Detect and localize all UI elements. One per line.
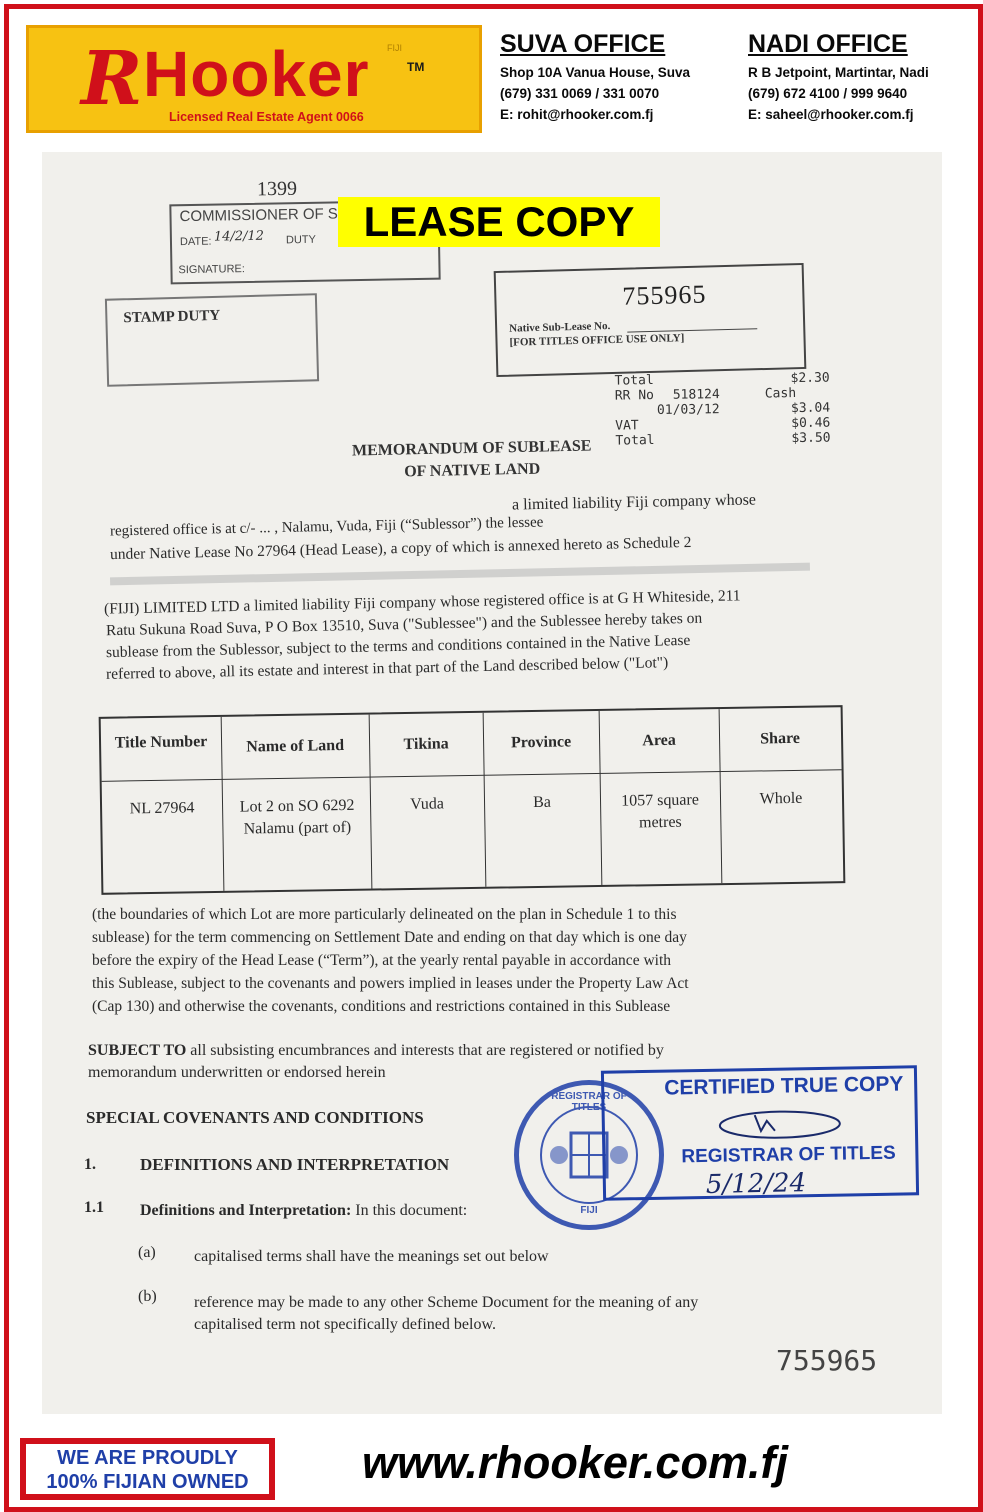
sublessor-line-3: under Native Lease No 27964 (Head Lease), a copy of which is annexed hereto as Schedule 2 <box>109 533 692 564</box>
section-1-1-number: 1.1 <box>84 1199 104 1216</box>
cell-area: 1057 square metres <box>621 791 700 832</box>
term-line-2: sublease) for the term commencing on Settlement Date and ending on that day which is one day <box>92 929 687 946</box>
cell-title-number: NL 27964 <box>129 799 195 818</box>
office-heading: SUVA OFFICE <box>500 30 666 58</box>
header-province: Province <box>510 733 572 752</box>
sublessor-line-1: a limited liability Fiji company whose <box>511 491 757 514</box>
receipt-grand-total-value: $3.50 <box>791 430 831 447</box>
brand-region: FIJI <box>387 43 402 53</box>
seal-top-text: REGISTRAR OF TITLES <box>551 1091 627 1113</box>
suva-office <box>500 30 690 125</box>
badge-line-2: 100% FIJIAN OWNED <box>46 1471 249 1493</box>
cell-tikina: Vuda <box>410 795 445 813</box>
sublessee-line-4: referred to above, all its estate and interest in that part of the Land described below ("Lot") <box>105 654 669 683</box>
item-b-line-1: reference may be made to any other Scheme Document for the meaning of any <box>194 1294 699 1311</box>
receipt-vat-label: VAT <box>615 418 639 434</box>
term-line-1: (the boundaries of which Lot are more particularly delineated on the plan in Schedule 1 to this <box>92 906 677 923</box>
lease-copy-banner: LEASE COPY <box>338 197 660 247</box>
term-line-3: before the expiry of the Head Lease (“Term”), at the yearly rental payable in accordance with <box>92 952 672 969</box>
date-label: DATE: <box>179 235 212 249</box>
subject-to-line-2: memorandum underwritten or endorsed herein <box>88 1064 386 1081</box>
sublessee-line-2: Ratu Sukuna Road Suva, P O Box 13510, Suva ("Sublessee") and the Sublessee hereby takes on <box>105 609 703 640</box>
lease-document-scan <box>42 152 942 1414</box>
website-link[interactable]: www.rhooker.com.fj <box>362 1437 788 1488</box>
header-area: Area <box>642 731 676 750</box>
header-share: Share <box>760 729 801 748</box>
sublease-note: [FOR TITLES OFFICE USE ONLY] <box>509 332 685 349</box>
brand-tagline: Licensed Real Estate Agent 0066 <box>169 110 364 124</box>
subject-to-line-1 <box>88 1040 664 1062</box>
subject-to-text: all subsisting encumbrances and interests that are registered or notified by <box>190 1042 664 1059</box>
section-1-1-text: In this document: <box>355 1202 468 1219</box>
badge-line-1: WE ARE PROUDLY <box>57 1447 238 1469</box>
receipt-method: Cash <box>764 386 797 402</box>
item-a-label: (a) <box>138 1244 156 1261</box>
stamp-duty-label: STAMP DUTY <box>123 307 221 327</box>
section-1-1-title: Definitions and Interpretation: <box>140 1202 352 1219</box>
commissioner-title: COMMISSIONER OF S <box>179 205 339 226</box>
memorandum-title <box>312 435 633 486</box>
receipt-total-value: $2.30 <box>790 370 830 387</box>
brand-mark: R <box>81 36 143 122</box>
section-1-1 <box>140 1200 467 1222</box>
cell-name-of-land: Lot 2 on SO 6292 Nalamu (part of) <box>239 796 355 838</box>
seal-bottom-text: FIJI <box>580 1205 598 1216</box>
cell-province: Ba <box>533 793 552 812</box>
date-value: 14/2/12 <box>213 228 265 245</box>
stamp-number: 1399 <box>256 177 298 201</box>
certified-true-copy-stamp <box>601 1065 919 1200</box>
item-b-line-2: capitalised term not specifically defined below. <box>194 1316 496 1333</box>
section-1-number: 1. <box>84 1156 96 1173</box>
receipt-total-label: Total <box>614 373 654 389</box>
redaction-bar <box>110 563 810 586</box>
office-heading: NADI OFFICE <box>748 30 908 58</box>
trademark: TM <box>407 60 425 74</box>
signature-icon <box>714 1102 845 1144</box>
fijian-owned-badge <box>20 1438 275 1500</box>
footer-sublease-number: 755965 <box>776 1344 878 1377</box>
section-1-title: DEFINITIONS AND INTERPRETATION <box>140 1155 450 1174</box>
sublessee-line-3: sublease from the Sublessor, subject to the terms and conditions contained in the Native Lease <box>105 631 691 662</box>
office-email[interactable]: E: rohit@rhooker.com.fj <box>500 107 654 122</box>
brand-logo[interactable] <box>26 25 482 133</box>
receipt <box>614 370 843 448</box>
header-title-number: Title Number <box>114 733 208 752</box>
office-email[interactable]: E: saheel@rhooker.com.fj <box>748 107 914 122</box>
sublessee-line-1: (FIJI) LIMITED LTD a limited liability Fiji company whose registered office is at G H Whiteside, 211 <box>103 587 741 618</box>
land-table <box>99 705 846 895</box>
receipt-vat-value: $0.46 <box>791 415 831 432</box>
sublessor-line-2: registered office is at c/- ... , Nalamu, Vuda, Fiji (“Sublessor”) the lessee <box>109 514 544 540</box>
office-phone[interactable]: (679) 672 4100 / 999 9640 <box>748 86 908 101</box>
receipt-rr-label: RR No <box>614 388 655 404</box>
certified-date: 5/12/24 <box>705 1168 807 1200</box>
receipt-grand-total-label: Total <box>615 433 655 449</box>
special-covenants-heading: SPECIAL COVENANTS AND CONDITIONS <box>86 1108 424 1127</box>
brand-name: Hooker <box>143 38 370 110</box>
title-line: OF NATIVE LAND <box>404 460 541 481</box>
certified-heading: CERTIFIED TRUE COPY <box>664 1072 904 1100</box>
office-address: R B Jetpoint, Martintar, Nadi <box>748 65 929 80</box>
duty-label: DUTY <box>285 233 317 247</box>
subject-to-lead: SUBJECT TO <box>88 1042 187 1059</box>
sublease-label: Native Sub-Lease No. <box>509 320 611 335</box>
term-line-4: this Sublease, subject to the covenants and powers implied in leases under the Property Law Act <box>92 975 689 992</box>
registrar-label: REGISTRAR OF TITLES <box>681 1142 896 1168</box>
sublease-number-box <box>494 263 807 377</box>
header-name-of-land: Name of Land <box>246 737 345 756</box>
header-tikina: Tikina <box>403 735 449 754</box>
item-a-text: capitalised terms shall have the meanings set out below <box>194 1248 549 1265</box>
office-address: Shop 10A Vanua House, Suva <box>500 65 691 80</box>
nadi-office <box>748 30 929 125</box>
receipt-date: 01/03/12 <box>656 402 720 419</box>
term-line-5: (Cap 130) and otherwise the covenants, conditions and restrictions contained in this Sublease <box>92 998 671 1015</box>
sublease-number: 755965 <box>621 279 707 311</box>
office-phone[interactable]: (679) 331 0069 / 331 0070 <box>500 86 660 101</box>
cell-share: Whole <box>759 789 803 808</box>
item-b-label: (b) <box>138 1288 157 1305</box>
receipt-rr-number: 518124 <box>672 387 720 403</box>
signature-label: SIGNATURE: <box>178 263 245 277</box>
receipt-line-value: $3.04 <box>790 400 831 417</box>
title-line: MEMORANDUM OF SUBLEASE <box>351 437 592 460</box>
stamp-duty-box <box>105 293 319 387</box>
